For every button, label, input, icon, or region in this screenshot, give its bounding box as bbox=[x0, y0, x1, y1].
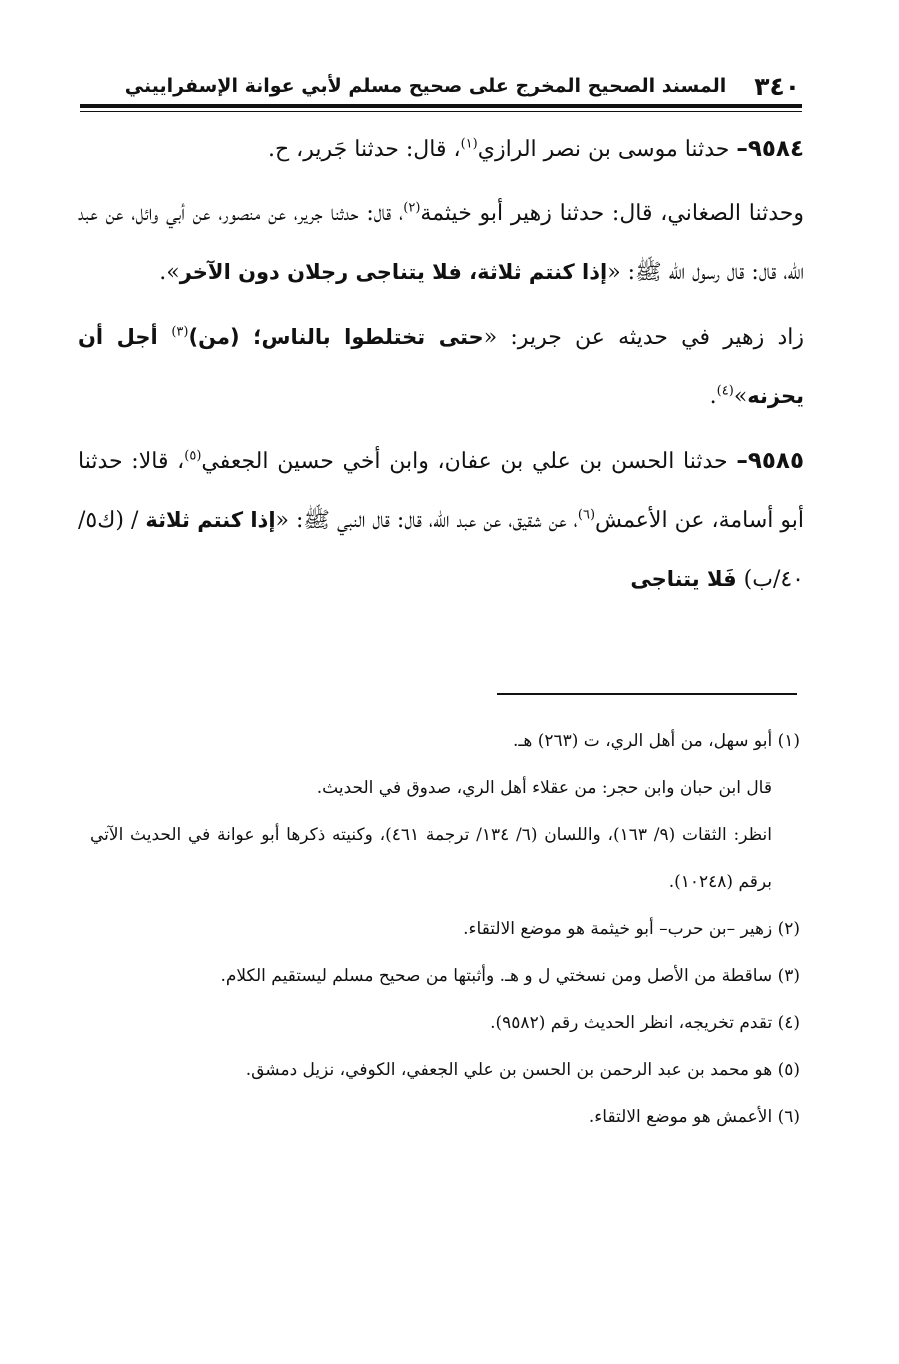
text-segment: » bbox=[733, 384, 748, 409]
text-segment: زاد زهير في حديثه عن جرير: « bbox=[483, 325, 804, 350]
footnote-ref: (٦) bbox=[577, 507, 596, 523]
hadith-9584-text bbox=[78, 185, 804, 302]
text-segment: ». bbox=[159, 260, 180, 285]
footnote-2: (٢) زهير –بن حرب– أبو خيثمة هو موضع الالتقاء. bbox=[463, 919, 800, 939]
text-segment: . bbox=[709, 384, 717, 409]
running-title: المسند الصحيح المخرج على صحيح مسلم لأبي عوانة الإسفراييني bbox=[124, 75, 727, 97]
footnote-1: (١) أبو سهل، من أهل الري، ت (٢٦٣) هـ. bbox=[512, 731, 800, 751]
footnote-separator bbox=[497, 693, 797, 695]
header-rule-thin bbox=[80, 111, 802, 112]
footnote-1-continuation: قال ابن حبان وابن حجر: من عقلاء أهل الري، صدوق في الحديث. bbox=[316, 778, 772, 798]
hadith-matn: أجل أن يحزنه bbox=[78, 325, 804, 408]
hadith-number: ٩٥٨٤– bbox=[736, 136, 804, 162]
text-segment: ، قالا: حدثنا أبو أسامة، عن الأعمش bbox=[78, 449, 805, 533]
text-segment: ، عن شقيق، عن عبد الله، قال: قال النبي ﷺ: « bbox=[275, 508, 578, 533]
header-rule bbox=[80, 104, 802, 108]
hadith-number: ٩٥٨٥– bbox=[736, 448, 804, 474]
footnote-6: (٦) الأعمش هو موضع الالتقاء. bbox=[588, 1107, 800, 1127]
hadith-9585 bbox=[78, 432, 804, 609]
text-segment: ، قال: حدثنا جرير، عن منصور، عن أبي وائل، عن عبد الله، قال: قال رسول الله ﷺ: « bbox=[78, 201, 804, 285]
text-segment: ، قال: حدثنا جَرير، ح. bbox=[267, 137, 461, 162]
text-segment: حدثنا موسى بن نصر الرازي bbox=[477, 137, 737, 162]
footnote-ref: (١) bbox=[460, 136, 478, 152]
hadith-matn: إذا كنتم ثلاثة bbox=[145, 508, 276, 532]
footnote-4: (٤) تقدم تخريجه، انظر الحديث رقم (٩٥٨٢). bbox=[490, 1013, 800, 1033]
manuscript-marker: / (ك٥/ ٤٠/ب) bbox=[78, 508, 804, 592]
main-text bbox=[78, 120, 804, 609]
footnote-ref: (٥) bbox=[184, 448, 202, 464]
footnote-ref: (٢) bbox=[403, 200, 421, 216]
hadith-9584-addition bbox=[78, 308, 804, 426]
footnotes bbox=[90, 718, 800, 1141]
footnote-5: (٥) هو محمد بن عبد الرحمن بن الحسن بن علي الجعفي، الكوفي، نزيل دمشق. bbox=[245, 1060, 800, 1080]
hadith-matn: فَلا يتناجى bbox=[630, 567, 737, 591]
hadith-matn: حتى تختلطوا بالناس؛ (من) bbox=[188, 325, 484, 349]
text-segment: وحدثنا الصغاني، قال: حدثنا زهير أبو خيثمة bbox=[420, 201, 804, 226]
page-number: ٣٤٠ bbox=[754, 71, 800, 101]
text-segment: حدثنا الحسن بن علي بن عفان، وابن أخي حسين الجعفي bbox=[201, 449, 737, 474]
footnote-1-references: انظر: الثقات (٩/ ١٦٣)، واللسان (٦/ ١٣٤/ ترجمة ٤٦١)، وكنيته ذكرها أبو عوانة في الحديث الآتي برقم (١٠٢٤٨). bbox=[90, 825, 772, 892]
footnote-ref: (٤) bbox=[716, 383, 734, 399]
page-header bbox=[80, 66, 800, 106]
hadith-9584-isnad bbox=[78, 120, 804, 179]
hadith-matn: إذا كنتم ثلاثة، فلا يتناجى رجلان دون الآخر bbox=[179, 260, 608, 284]
footnote-ref: (٣) bbox=[171, 324, 189, 340]
footnote-3: (٣) ساقطة من الأصل ومن نسختي ل و هـ. وأثبتها من صحيح مسلم ليستقيم الكلام. bbox=[220, 966, 800, 986]
